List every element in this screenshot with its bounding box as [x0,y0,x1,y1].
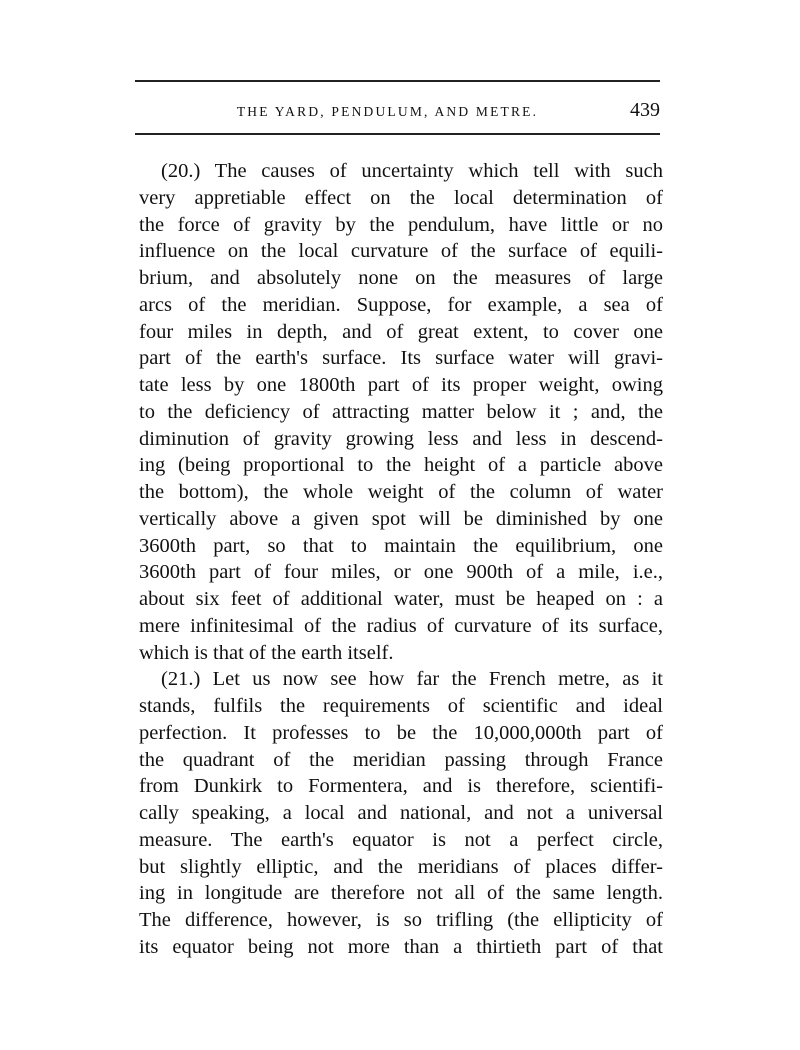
text-line: vertically above a given spot will be diminished by one [139,507,663,530]
text-line: ing in longitude are therefore not all of the same length. [139,882,663,905]
text-line: but slightly elliptic, and the meridians of places differ- [139,855,663,878]
text-line: the force of gravity by the pendulum, have little or no [139,213,663,236]
text-line: part of the earth's surface. Its surface water will gravi- [139,347,663,370]
running-head [135,100,660,124]
text-line: 3600th part of four miles, or one 900th of a mile, i.e., [139,561,663,584]
text-line: ing (being proportional to the height of a particle above [139,454,663,477]
text-line: The difference, however, is so trifling (the ellipticity of [139,909,663,931]
page-number: 439 [630,99,660,121]
text-line: very appretiable effect on the local determination of [139,186,663,209]
running-title: THE YARD, PENDULUM, AND METRE. [236,104,539,119]
body-text [139,158,663,961]
text-line: perfection. It professes to be the 10,000,000th part of [139,721,663,744]
text-line: arcs of the meridian. Suppose, for example, a sea of [139,293,663,316]
text-line: four miles in depth, and of great extent, to cover one [139,320,663,343]
text-line: tate less by one 1800th part of its proper weight, owing [139,374,663,396]
text-line: mere infinitesimal of the radius of curvature of its surface, [139,614,663,637]
text-line: measure. The earth's equator is not a perfect circle, [139,828,663,851]
text-line: the quadrant of the meridian passing through France [139,748,663,771]
text-line: 3600th part, so that to maintain the equilibrium, one [139,534,663,557]
header-top-rule [135,80,660,82]
text-line: stands, fulfils the requirements of scientific and ideal [139,695,663,717]
text-line: to the deficiency of attracting matter below it ; and, the [139,400,663,423]
text-line: brium, and absolutely none on the measures of large [139,267,663,289]
text-line: its equator being not more than a thirtieth part of that [139,935,663,958]
text-line: diminution of gravity growing less and less in descend- [139,427,663,450]
text-line: the bottom), the whole weight of the column of water [139,481,663,503]
text-line: (21.) Let us now see how far the French metre, as it [161,668,663,691]
text-line: influence on the local curvature of the surface of equili- [139,240,663,263]
header-bottom-rule [135,133,660,135]
text-line: cally speaking, a local and national, and not a universal [139,802,663,824]
text-line: which is that of the earth itself. [139,641,394,664]
text-line: about six feet of additional water, must be heaped on : a [139,588,663,610]
text-line: (20.) The causes of uncertainty which tell with such [161,160,663,182]
text-line: from Dunkirk to Formentera, and is therefore, scientifi- [139,775,663,798]
